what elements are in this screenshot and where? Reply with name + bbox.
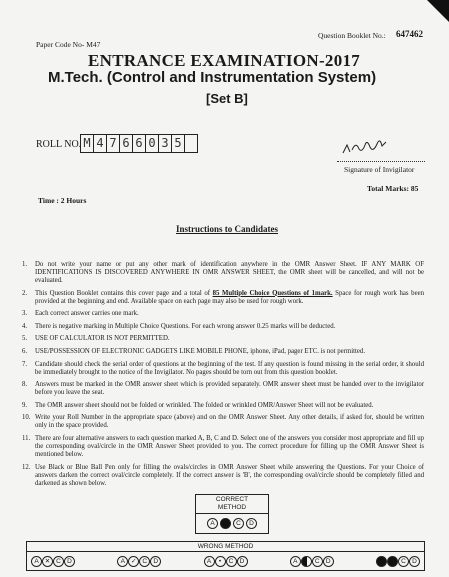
option-circle: D	[150, 556, 161, 567]
item-text: USE/POSSESSION OF ELECTRONIC GADGETS LIKE MOBILE PHONE, iphone, iPad, pager ETC. is not permitted.	[35, 347, 366, 355]
time-limit: Time : 2 Hours	[38, 196, 87, 205]
item-text	[35, 290, 424, 306]
item-number: 5.	[22, 335, 28, 343]
course-title: M.Tech. (Control and Instrumentation System)	[48, 69, 377, 86]
roll-digit: 0	[146, 135, 159, 152]
half-filled-circle	[301, 556, 312, 567]
roll-digit: 6	[133, 135, 146, 152]
item-number: 4.	[22, 322, 28, 330]
cross-mark-circle: ✕	[42, 556, 53, 567]
dot-mark-circle: •	[215, 556, 226, 567]
list-item	[22, 290, 424, 306]
item-number: 11.	[22, 434, 31, 442]
item-text: Candidate should check the serial order of questions at the beginning of the test. If any question is found missing in the serial order, it should be immediately brought to the notice of the Invigilator. No pages should be torn out from this question booklet.	[35, 360, 424, 376]
option-circle: D	[237, 556, 248, 567]
item-text: Write your Roll Number in the appropriate space (above) and on the OMR Answer Sheet. Any other details, if asked for, should be written only in the space provided.	[35, 414, 424, 430]
item-number: 10.	[22, 414, 31, 422]
wrong-example-multiple	[376, 556, 420, 567]
option-circle: C	[398, 556, 409, 567]
filled-circle	[376, 556, 387, 567]
roll-label: ROLL NO.	[36, 139, 82, 150]
item-number: 2.	[22, 289, 28, 297]
item-number: 1.	[22, 261, 28, 268]
item-text: Each correct answer carries one mark.	[35, 310, 139, 318]
list-item	[22, 402, 424, 410]
item-text-underlined: 85 Multiple Choice Questions of 1mark.	[212, 289, 333, 297]
signature-line	[337, 161, 425, 162]
item-text: Use Black or Blue Ball Pen only for filling the ovals/circles in OMR Answer Sheet while answering the Questions. For your Choice of answers darken the correct oval/circle completely. If the correct answer is 'B', the corresponding oval/circle should be completely filled and darkened as shown below.	[35, 463, 424, 487]
roll-digit: 5	[172, 135, 185, 152]
list-item	[22, 310, 424, 318]
correct-method-box	[195, 494, 269, 534]
option-circle: C	[53, 556, 64, 567]
list-item	[22, 348, 424, 356]
booklet-number: 647462	[396, 29, 423, 39]
list-item	[22, 323, 424, 331]
option-circle: C	[139, 556, 150, 567]
paper-code: Paper Code No- M47	[36, 40, 101, 49]
wrong-method-box	[26, 541, 425, 571]
roll-digit: 3	[159, 135, 172, 152]
wrong-example-dot	[204, 556, 248, 567]
exam-title: ENTRANCE EXAMINATION-2017	[88, 51, 361, 70]
item-text: There is negative marking in Multiple Choice Questions. For each wrong answer 0.25 marks will be deducted.	[35, 322, 336, 330]
wrong-example-partial	[290, 556, 334, 567]
list-item	[22, 381, 424, 397]
list-item	[22, 361, 424, 377]
wrong-method-examples	[27, 552, 424, 570]
item-number: 8.	[22, 381, 28, 389]
wrong-method-label: WRONG METHOD	[27, 542, 424, 552]
option-b-filled-circle	[220, 518, 231, 529]
item-number: 6.	[22, 347, 28, 355]
instructions-title: Instructions to Candidates	[176, 224, 279, 234]
correct-method-label: CORRECT METHOD	[196, 495, 268, 514]
corner-mark	[427, 0, 449, 22]
roll-digit	[185, 135, 197, 152]
roll-number-boxes[interactable]	[80, 134, 198, 153]
option-circle: D	[409, 556, 420, 567]
option-circle: D	[323, 556, 334, 567]
option-circle: A	[117, 556, 128, 567]
option-circle: A	[290, 556, 301, 567]
wrong-example-cross	[31, 556, 75, 567]
tick-mark-circle: ✓	[128, 556, 139, 567]
roll-digit: 4	[94, 135, 107, 152]
item-text-post: Space for rough work has been provided at the beginning and end. Available space on each page may also be used for rough work.	[35, 289, 424, 305]
set-title: [Set B]	[206, 91, 248, 106]
option-circle: C	[226, 556, 237, 567]
filled-circle	[387, 556, 398, 567]
item-text: Do not write your name or put any other mark of identification anywhere in the OMR Answer Sheet. IF ANY MARK OF IDENTIFICATIONS IS DISCOVERED ANYWHERE IN OMR ANSWER SHEET, the OMR sheet will be cancelled, and will not be evaluated.	[35, 261, 424, 284]
roll-digit: 6	[120, 135, 133, 152]
option-c-circle: C	[233, 518, 244, 529]
roll-digit: 7	[107, 135, 120, 152]
item-number: 12.	[22, 463, 31, 471]
item-text: Answers must be marked in the OMR answer sheet which is provided separately. OMR answer sheet must be handed over to the invigilator before you leave the seat.	[35, 381, 424, 397]
list-item	[22, 335, 424, 343]
item-text: There are four alternative answers to each question marked A, B, C and D. Select one of the answers you consider most appropriate and fill up the corresponding oval/circle in the OMR Answer Sheet provided to you. The correct procedure for filling up the OMR Answer Sheet is mentioned below.	[35, 434, 424, 458]
total-marks: Total Marks: 85	[367, 184, 419, 193]
wrong-example-tick	[117, 556, 161, 567]
option-circle: C	[312, 556, 323, 567]
item-number: 9.	[22, 401, 28, 409]
item-text-pre: This Question Booklet contains this cover page and a total of	[35, 289, 213, 297]
list-item	[22, 414, 424, 430]
instructions-list	[22, 261, 424, 492]
option-a-circle: A	[207, 518, 218, 529]
item-text: USE OF CALCULATOR IS NOT PERMITTED.	[35, 335, 170, 343]
item-text: The OMR answer sheet should not be folded or wrinkled. The folded or wrinkled OMR/Answer Sheet will not be evaluated.	[35, 401, 374, 409]
correct-method-options	[196, 514, 268, 533]
booklet-label: Question Booklet No.:	[318, 31, 386, 40]
list-item	[22, 261, 424, 285]
list-item	[22, 435, 424, 459]
invigilator-signature-icon	[340, 133, 395, 159]
option-circle: D	[64, 556, 75, 567]
item-number: 3.	[22, 310, 28, 318]
invigilator-label: Signature of Invigilator	[344, 165, 415, 174]
option-circle: A	[204, 556, 215, 567]
item-number: 7.	[22, 360, 28, 368]
roll-digit: M	[81, 135, 94, 152]
list-item	[22, 464, 424, 488]
option-circle: A	[31, 556, 42, 567]
option-d-circle: D	[246, 518, 257, 529]
